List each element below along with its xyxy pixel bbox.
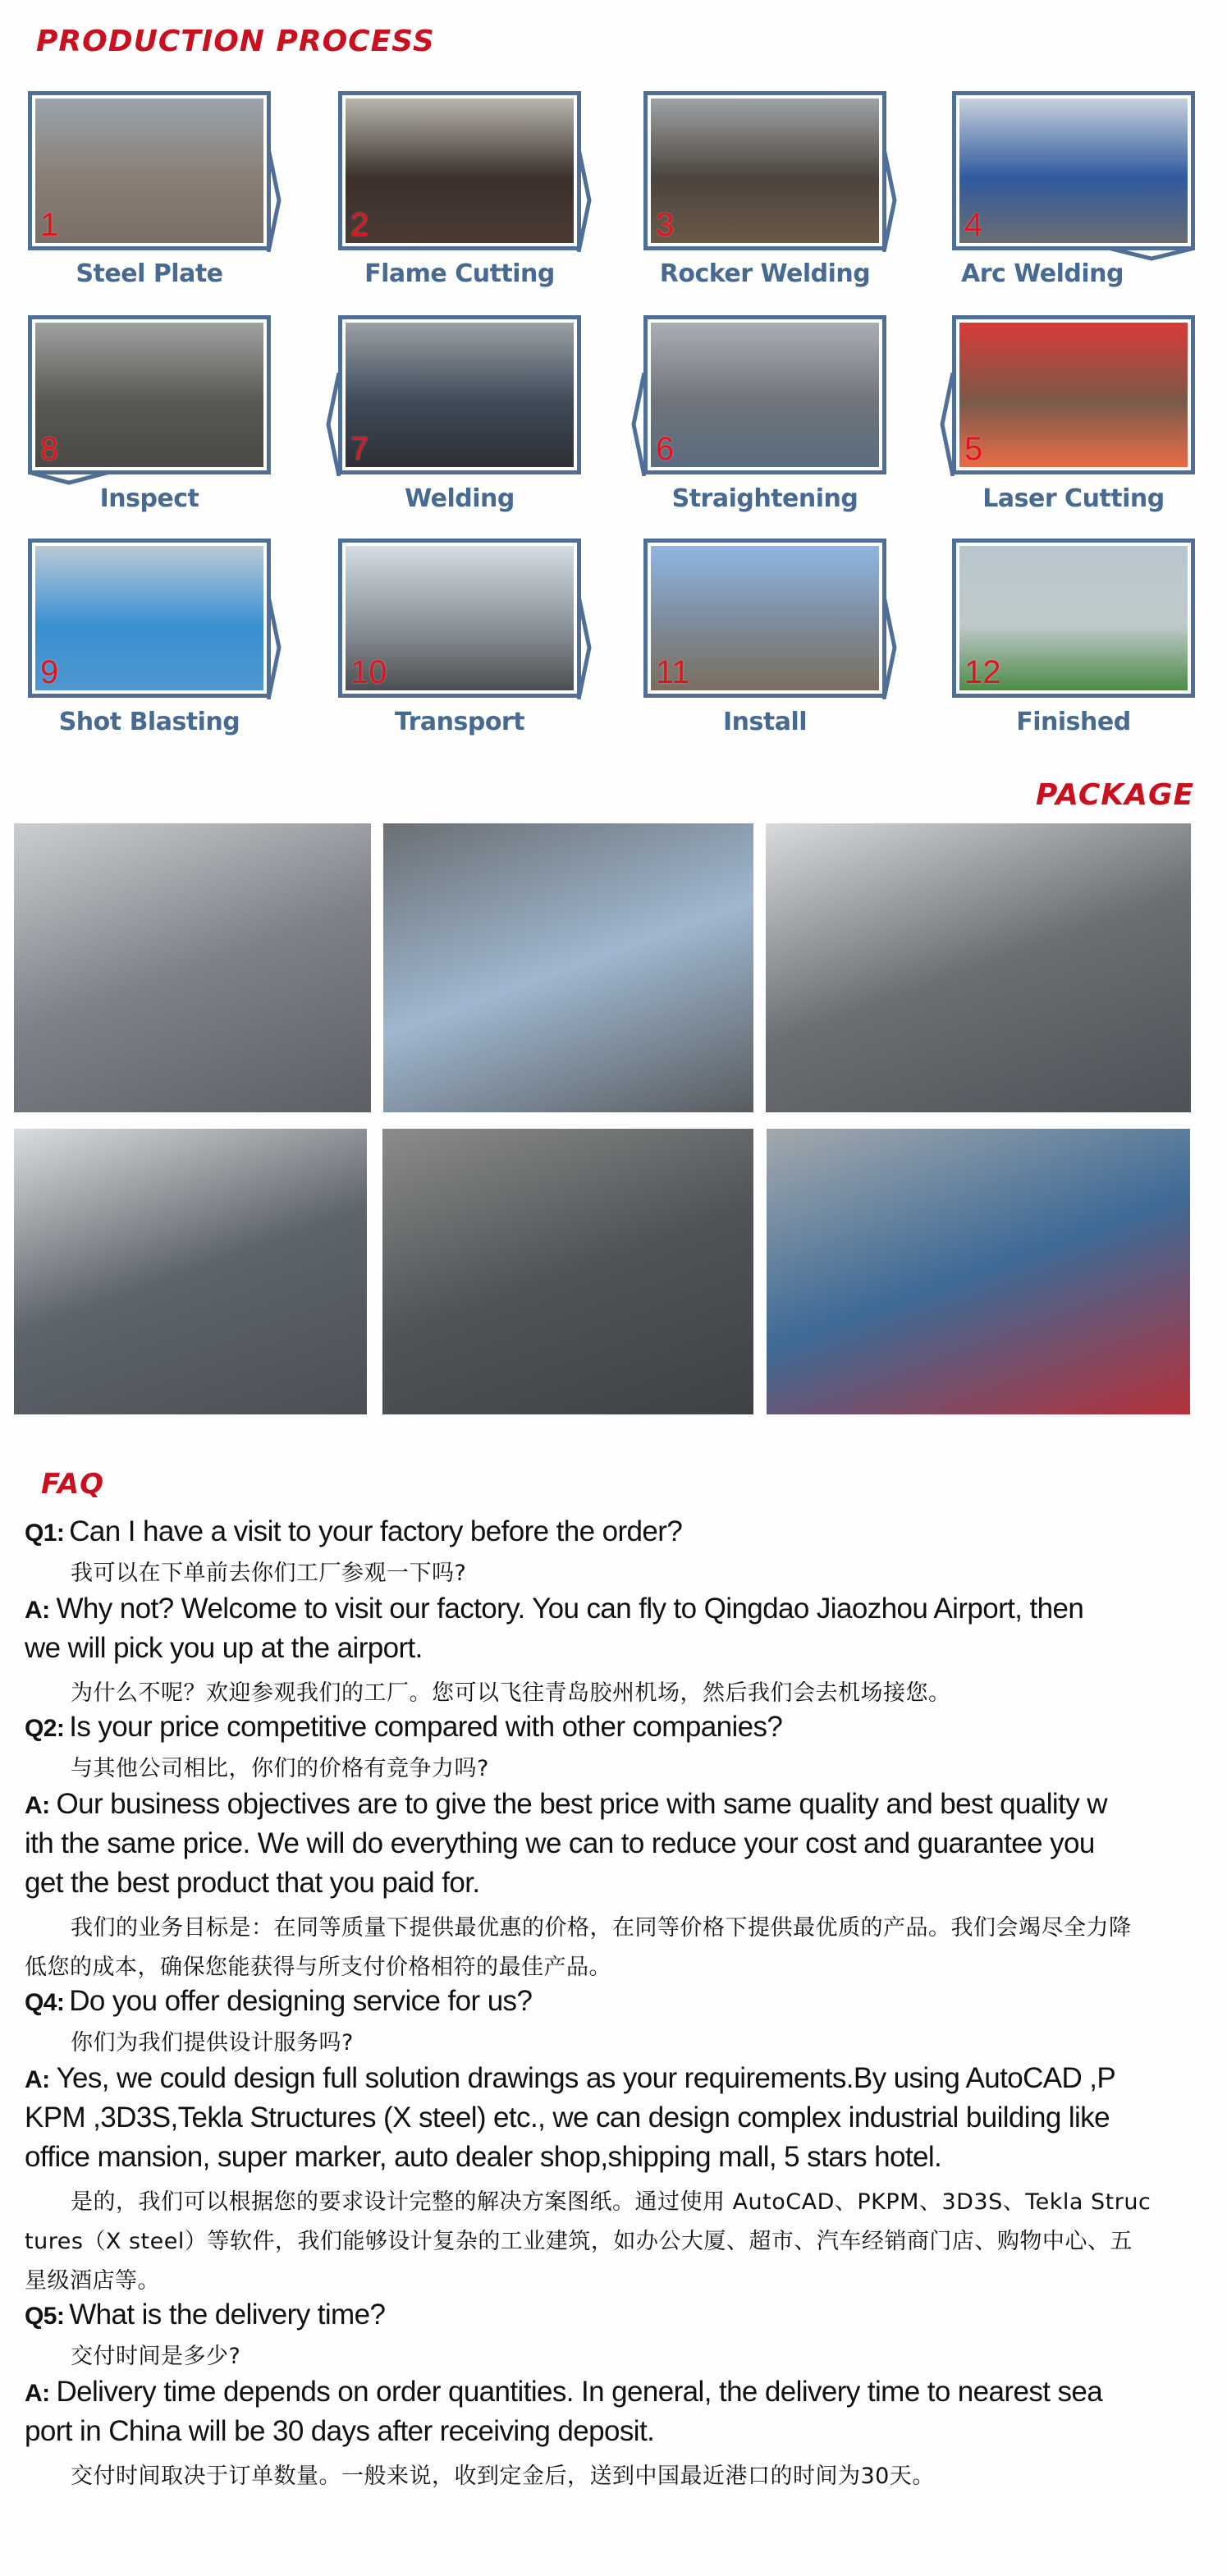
chevron-right-icon [577, 596, 592, 699]
process-step-laser-cutting [952, 315, 1195, 474]
faq-answer-zh-line: 我们的业务目标是：在同等质量下提供最优惠的价格，在同等价格下提供最优质的产品。我们会竭尽全力降 [71, 1915, 1132, 1941]
faq-answer-line [25, 1827, 1095, 1860]
faq-question-zh: 你们为我们提供设计服务吗? [71, 2030, 354, 2056]
process-step-shot-blasting [28, 539, 271, 698]
answer-text: get the best product that you paid for. [25, 1867, 480, 1899]
answer-text: Why not? Welcome to visit our factory. You can fly to Qingdao Jiaozhou Airport, then [56, 1593, 1084, 1625]
faq-answer-zh-line: 交付时间取决于订单数量。一般来说，收到定金后，送到中国最近港口的时间为30天。 [71, 2464, 935, 2489]
answer-label: A: [25, 1597, 50, 1624]
process-step-rocker-welding [643, 91, 886, 250]
process-step-frame [338, 91, 581, 250]
faq-answer-line [25, 2102, 1110, 2134]
process-photo [346, 546, 574, 690]
faq-answer-zh-line: 是的，我们可以根据您的要求设计完整的解决方案图纸。通过使用 AutoCAD、PKPM、3D3S、Tekla Struc [71, 2189, 1151, 2215]
process-step-frame [952, 315, 1195, 474]
process-step-straightening [643, 315, 886, 474]
step-number: 4 [964, 207, 983, 243]
process-photo [651, 99, 879, 243]
faq-question-zh: 我可以在下单前去你们工厂参观一下吗? [71, 1561, 467, 1586]
step-number: 6 [656, 431, 675, 467]
process-step-label: Welding [405, 484, 515, 513]
process-step-frame [338, 539, 581, 698]
package-photo-container-truck-loaded [767, 1129, 1190, 1414]
chevron-right-icon [267, 149, 282, 252]
process-step-label: Laser Cutting [982, 484, 1165, 513]
faq-answer-zh-line: 星级酒店等。 [25, 2268, 160, 2294]
process-photo [959, 546, 1188, 690]
answer-text: port in China will be 30 days after receiving deposit. [25, 2415, 655, 2447]
chevron-right-icon [882, 149, 897, 252]
process-step-label: Straightening [671, 484, 858, 513]
process-photo [35, 323, 263, 467]
chevron-left-icon [326, 373, 341, 476]
process-step-steel-plate [28, 91, 271, 250]
process-step-label: Finished [1016, 708, 1131, 736]
production-process-title: PRODUCTION PROCESS [36, 25, 435, 58]
faq-answer-line [25, 2415, 654, 2448]
answer-label: A: [25, 2066, 50, 2093]
step-number: 9 [40, 654, 59, 690]
package-photo-forklift-loading-container [766, 823, 1191, 1112]
process-photo [346, 99, 574, 243]
process-step-arc-welding [952, 91, 1195, 250]
faq-answer-line [25, 1593, 1083, 1625]
answer-text: we will pick you up at the airport. [25, 1632, 423, 1664]
process-photo [35, 546, 263, 690]
chevron-right-icon [267, 596, 282, 699]
process-step-label: Arc Welding [961, 259, 1124, 288]
faq-question [25, 1711, 782, 1744]
question-text: What is the delivery time? [69, 2299, 386, 2331]
question-number: Q2: [25, 1715, 65, 1742]
answer-text: ith the same price. We will do everything we can to reduce your cost and guarantee you [25, 1827, 1095, 1859]
process-step-label: Transport [394, 708, 525, 736]
process-photo [959, 323, 1188, 467]
faq-answer-zh-line: tures（X steel）等软件，我们能够设计复杂的工业建筑，如办公大厦、超市、汽车经销商门店、购物中心、五 [25, 2229, 1133, 2254]
process-step-flame-cutting [338, 91, 581, 250]
faq-question-zh: 交付时间是多少? [71, 2344, 241, 2369]
faq-question [25, 1985, 532, 2018]
package-photo-warehouse-steel-stack [382, 1129, 753, 1414]
step-number: 8 [40, 431, 59, 467]
process-photo [959, 99, 1188, 243]
process-step-frame [643, 539, 886, 698]
answer-text: KPM ,3D3S,Tekla Structures (X steel) etc., we can design complex industrial building like [25, 2102, 1110, 2134]
process-step-frame [28, 315, 271, 474]
faq-answer-zh-line: 低您的成本，确保您能获得与所支付价格相符的最佳产品。 [25, 1955, 611, 1980]
question-number: Q5: [25, 2303, 65, 2330]
process-photo [346, 323, 574, 467]
package-photo-worker-loading-container [383, 823, 753, 1112]
faq-answer-line [25, 2062, 1115, 2095]
step-number: 2 [350, 207, 369, 243]
process-step-frame [643, 315, 886, 474]
step-number: 3 [656, 207, 675, 243]
process-step-frame [28, 539, 271, 698]
faq-answer-line [25, 2376, 1102, 2409]
step-number: 12 [964, 654, 1001, 690]
process-step-transport [338, 539, 581, 698]
process-step-label: Shot Blasting [58, 708, 240, 736]
process-photo [35, 99, 263, 243]
process-step-frame [952, 539, 1195, 698]
answer-text: Our business objectives are to give the best price with same quality and best quality w [56, 1788, 1107, 1820]
process-photo [651, 546, 879, 690]
process-step-frame [338, 315, 581, 474]
step-number: 5 [964, 431, 983, 467]
question-text: Is your price competitive compared with other companies? [69, 1711, 783, 1743]
step-number: 7 [350, 431, 369, 467]
package-photo-loading-beams-on-truck [14, 823, 371, 1112]
step-number: 11 [656, 654, 690, 690]
faq-title: FAQ [41, 1468, 105, 1501]
process-step-label: Flame Cutting [364, 259, 555, 288]
faq-question [25, 2299, 385, 2331]
question-text: Can I have a visit to your factory before the order? [69, 1515, 683, 1547]
chevron-left-icon [940, 373, 955, 476]
chevron-right-icon [577, 149, 592, 252]
answer-label: A: [25, 1792, 50, 1819]
step-number: 10 [350, 654, 387, 690]
process-photo [651, 323, 879, 467]
chevron-left-icon [631, 373, 646, 476]
chevron-right-icon [882, 596, 897, 699]
process-step-label: Rocker Welding [659, 259, 871, 288]
answer-text: office mansion, super marker, auto dealer shop,shipping mall, 5 stars hotel. [25, 2141, 942, 2173]
process-step-welding [338, 315, 581, 474]
process-step-label: Steel Plate [76, 259, 223, 288]
faq-answer-zh-line: 为什么不呢？欢迎参观我们的工厂。您可以飞往青岛胶州机场，然后我们会去机场接您。 [71, 1680, 951, 1706]
package-photo-crane-lifting-steel [14, 1129, 367, 1414]
process-step-frame [952, 91, 1195, 250]
faq-answer-line [25, 1867, 480, 1900]
chevron-down-icon [28, 470, 115, 485]
question-number: Q4: [25, 1989, 65, 2016]
package-title: PACKAGE [1036, 778, 1195, 812]
question-number: Q1: [25, 1519, 65, 1547]
process-step-frame [28, 91, 271, 250]
faq-answer-line [25, 2141, 941, 2174]
process-step-frame [643, 91, 886, 250]
process-step-install [643, 539, 886, 698]
faq-question [25, 1515, 682, 1548]
process-step-inspect [28, 315, 271, 474]
faq-answer-line [25, 1632, 423, 1665]
faq-answer-line [25, 1788, 1107, 1821]
faq-question-zh: 与其他公司相比，你们的价格有竞争力吗? [71, 1756, 489, 1781]
step-number: 1 [40, 207, 59, 243]
question-text: Do you offer designing service for us? [69, 1985, 533, 2017]
process-step-label: Inspect [99, 484, 199, 513]
process-step-label: Install [722, 708, 808, 736]
process-step-finished [952, 539, 1195, 698]
answer-label: A: [25, 2380, 50, 2407]
answer-text: Delivery time depends on order quantities. In general, the delivery time to nearest sea [56, 2376, 1103, 2408]
answer-text: Yes, we could design full solution drawings as your requirements.By using AutoCAD ,P [56, 2062, 1116, 2094]
